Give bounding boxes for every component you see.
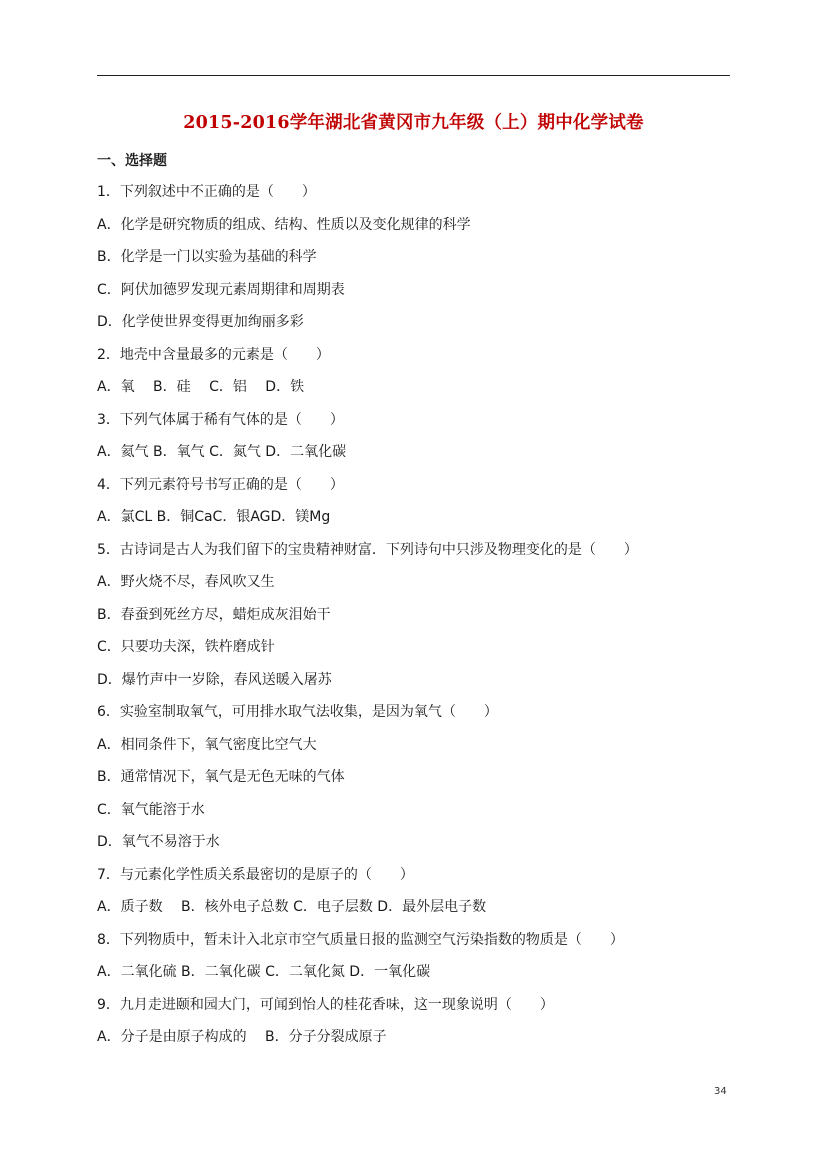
section-heading: 一、选择题: [97, 153, 167, 169]
answer-options: B．通常情况下，氧气是无色无味的气体: [97, 769, 345, 785]
question-stem: 3．下列气体属于稀有气体的是（ ）: [97, 411, 344, 428]
answer-options: C．氧气能溶于水: [97, 801, 205, 818]
question-stem: 6．实验室制取氧气，可用排水取气法收集，是因为氧气（ ）: [97, 704, 498, 720]
answer-options: A．野火烧不尽，春风吹又生: [97, 574, 275, 590]
answer-options: A．氯CL B．铜CaC．银AGD．镁Mg: [97, 509, 331, 525]
question-list: [97, 182, 737, 1060]
answer-options: A．相同条件下，氧气密度比空气大: [97, 736, 317, 753]
answer-options: D．爆竹声中一岁除，春风送暖入屠苏: [97, 671, 332, 688]
answer-options: C．只要功夫深，铁杵磨成针: [97, 639, 275, 655]
question-stem: 1．下列叙述中不正确的是（ ）: [97, 184, 316, 200]
question-stem: 9．九月走进颐和园大门，可闻到怡人的桂花香味，这一现象说明（ ）: [97, 996, 554, 1013]
answer-options: D．化学使世界变得更加绚丽多彩: [97, 314, 304, 330]
answer-options: A．化学是研究物质的组成、结构、性质以及变化规律的科学: [97, 216, 471, 233]
header-rule: [97, 75, 730, 76]
answer-options: D．氧气不易溶于水: [97, 834, 220, 850]
question-stem: 8．下列物质中，暂未计入北京市空气质量日报的监测空气污染指数的物质是（ ）: [97, 931, 624, 948]
page-number: 34: [714, 1086, 727, 1097]
question-stem: 4．下列元素符号书写正确的是（ ）: [97, 476, 344, 493]
answer-options: C．阿伏加德罗发现元素周期律和周期表: [97, 281, 345, 298]
answer-options: A．氧 B．硅 C．铝 D．铁: [97, 379, 305, 395]
question-stem: 5．古诗词是古人为我们留下的宝贵精神财富．下列诗句中只涉及物理变化的是（ ）: [97, 541, 638, 558]
answer-options: B．化学是一门以实验为基础的科学: [97, 249, 317, 265]
answer-options: B．春蚕到死丝方尽，蜡炬成灰泪始干: [97, 606, 331, 623]
answer-options: A．氦气 B．氧气 C．氮气 D．二氧化碳: [97, 444, 347, 460]
page-title: 2015-2016学年湖北省黄冈市九年级（上）期中化学试卷: [183, 113, 644, 133]
answer-options: A．质子数 B．核外电子总数 C．电子层数 D．最外层电子数: [97, 899, 487, 915]
question-stem: 7．与元素化学性质关系最密切的是原子的（ ）: [97, 866, 414, 883]
answer-options: A．分子是由原子构成的 B．分子分裂成原子: [97, 1029, 387, 1045]
question-stem: 2．地壳中含量最多的元素是（ ）: [97, 346, 330, 363]
answer-options: A．二氧化硫 B．二氧化碳 C．二氧化氮 D．一氧化碳: [97, 964, 431, 980]
